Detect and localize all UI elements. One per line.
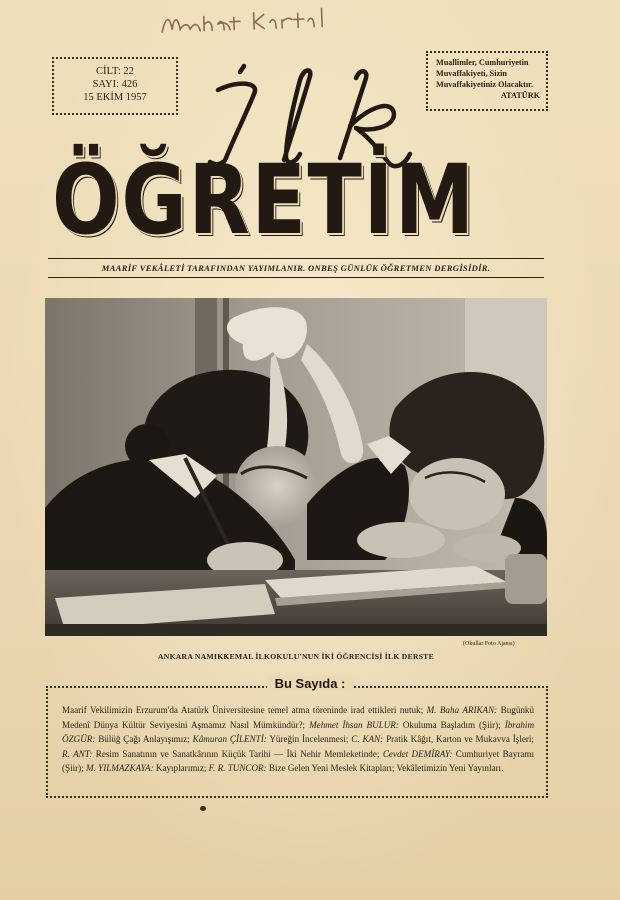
contents-heading-text: Bu Sayıda : (267, 676, 354, 691)
contents-item-0-text: Maarif Vekilimizin Erzurum'da Atatürk Üniversitesine temel atma töreninde irad ettikleri nutuk; (62, 705, 424, 715)
cover-photo-drawing (45, 298, 547, 636)
contents-item-6-author: R. ANT: (62, 748, 93, 759)
handwritten-signature (157, 2, 398, 45)
contents-item-2-author: Mehmet İhsan BULUR: (309, 719, 399, 730)
contents-item-8-text: Kayıplarımız; (155, 763, 207, 774)
contents-item-8-author: M. YILMAZKAYA: (86, 763, 154, 774)
cover-photo (45, 298, 547, 636)
issue-number: SAYI: 426 (92, 79, 138, 90)
contents-item-7-author: Cevdet DEMİRAY: (382, 748, 453, 759)
quote-author: ATATÜRK (500, 91, 540, 100)
contents-box (46, 686, 548, 798)
contents-heading (0, 676, 620, 691)
volume-number: CİLT: 22 (96, 66, 134, 77)
contents-item-9-text: Bize Gelen Yeni Meslek Kitapları; Vekâletimizin Yeni Yayınları. (268, 763, 504, 774)
contents-item-7-text: Cumhuriyet Bayramı (Şiir); (62, 748, 534, 774)
photo-caption: ANKARA NAMIKKEMAL İLKOKULU'NUN İKİ ÖĞRENCİSİ İLK DERSTE (158, 652, 434, 661)
contents-item-2-text: Okuluma Başladım (Şiir); (402, 719, 501, 730)
masthead-rule-top (48, 258, 544, 259)
issue-info-box (52, 57, 178, 115)
contents-item-9-author: F. R. TUNCOR: (208, 763, 267, 774)
contents-item-4-text: Yüreğin İncelenmesi; (269, 734, 349, 745)
issue-date: 15 EKİM 1957 (83, 92, 147, 103)
masthead-subtitle: MAARİF VEKÂLETİ TARAFINDAN YAYIMLANIR. ONBEŞ GÜNLÜK ÖĞRETMEN DERGİSİDİR. (101, 263, 491, 273)
contents-item-1-text: Bugünkü Medenî Dünya Kültür Seviyesini Aşmamız Nasıl Mümkündür?; (62, 705, 535, 730)
masthead-rule-bottom (48, 277, 544, 278)
signature-drawing (157, 3, 358, 40)
contents-item-4-author: Kâmuran ÇİLENTİ: (192, 734, 267, 745)
ink-spot (200, 806, 206, 811)
photo-credit: (Okullar Foto Ajansı) (463, 641, 515, 647)
quote-text: Muallimler, Cumhuriyetin Muvaffakiyeti, Sizin Muvaffakiyetiniz Olacaktır. (436, 58, 534, 89)
contents-item-3-text: Bülüğ Çağı Anlayışımız; (98, 734, 190, 745)
contents-item-5-author: C. KAN: (351, 734, 384, 745)
script-title-text: İlk (180, 54, 182, 55)
contents-item-6-text: Resim Sanatının ve Sanatkârının Küçük Tarihi — İki Nehir Memleketinde; (95, 748, 380, 759)
contents-item-5-text: Pratik Kâğıt, Karton ve Mukavva İşleri; (386, 734, 534, 745)
contents-item-1-author: M. Baha ARIKAN: (426, 705, 498, 715)
ataturk-quote-box (426, 51, 548, 111)
masthead-title: ÖĞRETİM (52, 144, 476, 256)
contents-item-3-author: İbrahim ÖZGÜR: (62, 719, 535, 745)
